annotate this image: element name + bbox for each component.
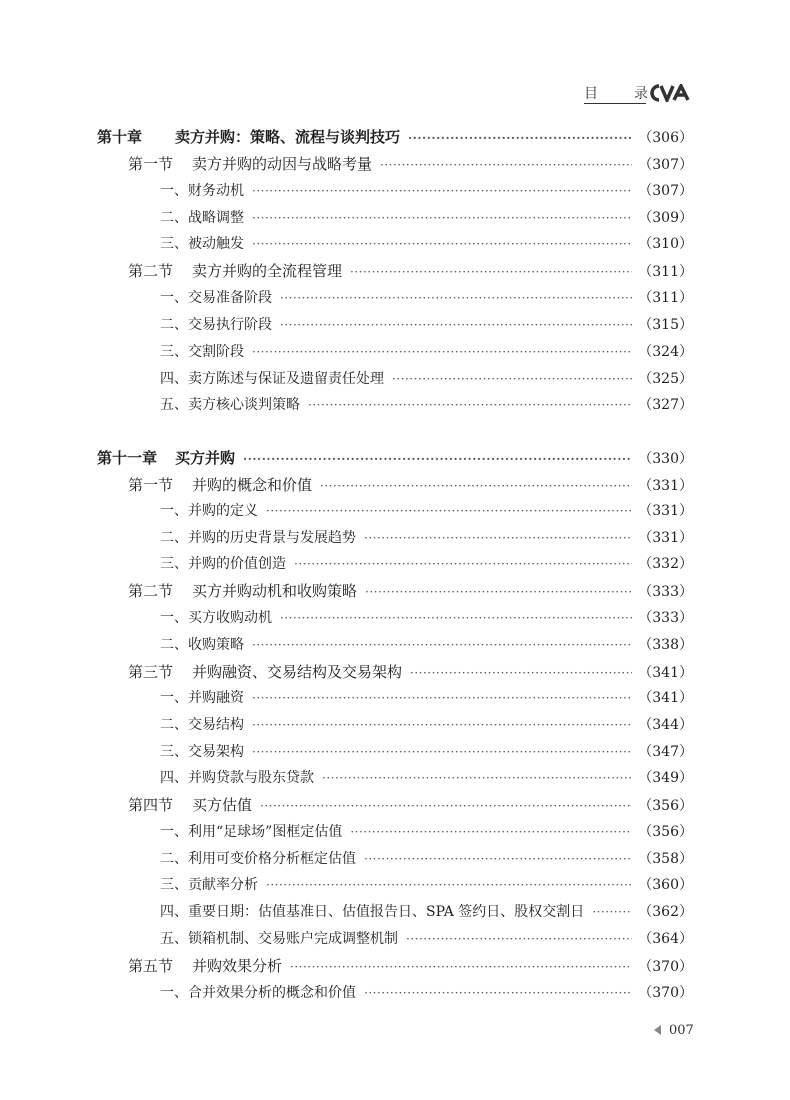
toc-entry-item [160,207,693,233]
dot-leader [252,638,632,652]
toc-entry-section [128,474,693,500]
dot-leader [410,666,632,680]
section-number: 第一节 [128,476,174,494]
dot-leader [406,932,632,946]
dot-leader [280,291,632,305]
toc-entry-title: 四、并购贷款与股东贷款 [160,770,314,786]
toc-entry-page: （315） [638,317,693,333]
dot-leader [252,345,632,359]
toc-entry-title: 买方并购动机和收购策略 [192,582,358,600]
toc-entry-title: 卖方并购的全流程管理 [192,262,343,280]
toc-entry-item [160,741,693,767]
toc-entry-item [160,901,693,927]
dot-leader [280,318,632,332]
section-number: 第五节 [128,957,174,975]
toc-entry-page: （362） [638,904,693,920]
chapter-number: 第十章 [97,128,143,146]
toc-entry-item [160,341,693,367]
toc-entry-item [160,527,693,553]
toc-entry-title: 一、并购的定义 [160,503,258,519]
toc-entry-title: 一、利用“足球场”图框定估值 [160,824,343,840]
toc-entry-item [160,928,693,954]
toc-entry-page: （341） [638,690,693,706]
toc-entry-title: 并购效果分析 [192,957,283,975]
toc-entry-page: （333） [638,610,693,626]
dot-leader [592,905,632,919]
header-title-char-2: 录 [634,86,648,102]
section-number: 第四节 [128,796,174,814]
toc-entry-page: （341） [638,665,693,681]
toc-entry-item [160,394,693,420]
section-number: 第二节 [128,262,174,280]
toc-entry-item [160,874,693,900]
toc-entry-page: （311） [638,290,693,306]
toc-entry-chapter [97,126,693,152]
toc-entry-title: 二、并购的历史背景与发展趋势 [160,530,356,546]
dot-leader [322,771,632,785]
toc-entry-item [160,848,693,874]
toc-entry-page: （309） [638,210,693,226]
toc-entry-title: 卖方并购的动因与战略考量 [192,155,373,173]
toc-entry-page: （364） [638,931,693,947]
dot-leader [252,237,632,251]
toc-entry-item [160,287,693,313]
toc-entry-item [160,767,693,793]
toc-entry-page: （324） [638,344,693,360]
dot-leader [260,799,632,813]
toc-entry-title: 三、并购的价值创造 [160,556,286,572]
toc-entry-title: 并购融资、交易结构及交易架构 [192,663,403,681]
toc-entry-title: 二、收购策略 [160,637,244,653]
toc-entry-title: 卖方并购：策略、流程与谈判技巧 [175,128,401,146]
toc-entry-title: 一、买方收购动机 [160,610,272,626]
dot-leader [252,745,632,759]
toc-entry-page: （307） [638,183,693,199]
toc-entry-title: 五、锁箱机制、交易账户完成调整机制 [160,931,398,947]
toc-entry-page: （331） [638,503,693,519]
toc-entry-page: （347） [638,744,693,760]
section-number: 第一节 [128,155,174,173]
toc-entry-title: 一、合并效果分析的概念和价值 [160,985,356,1001]
dot-leader [290,960,632,974]
toc-entry-item [160,314,693,340]
toc-entry-section [128,794,693,820]
toc-entry-title: 四、卖方陈述与保证及遗留责任处理 [160,371,384,387]
toc-entry-section [128,260,693,286]
toc-entry-page: （356） [638,824,693,840]
toc-entry-item [160,634,693,660]
toc-entry-page: （330） [638,451,693,467]
toc-entry-item [160,821,693,847]
toc-entry-page: （307） [638,157,693,173]
toc-entry-item [160,180,693,206]
toc-entry-title: 并购的概念和价值 [192,476,313,494]
dot-leader [392,372,632,386]
page-footer [654,1020,694,1040]
dot-leader [266,878,632,892]
cva-logo [650,84,694,102]
toc-entry-title: 四、重要日期：估值基准日、估值报告日、SPA 签约日、股权交割日 [160,904,585,920]
dot-leader [266,504,632,518]
toc-entry-item [160,714,693,740]
triangle-left-icon [654,1025,661,1035]
dot-leader [350,265,632,279]
toc-entry-page: （370） [638,985,693,1001]
toc-entry-title: 一、财务动机 [160,183,244,199]
dot-leader [408,131,632,145]
toc-entry-page: （311） [638,264,693,280]
toc-entry-title: 买方并购 [175,449,236,467]
toc-entry-title: 二、交易执行阶段 [160,317,272,333]
toc-entry-page: （331） [638,530,693,546]
section-number: 第二节 [128,582,174,600]
header-title-char-1: 目 [584,86,598,102]
toc-entry-section [128,153,693,179]
running-header [584,82,694,104]
dot-leader [365,585,632,599]
page-number: 007 [669,1022,694,1038]
toc-entry-chapter [97,447,693,473]
toc-entry-page: （327） [638,397,693,413]
dot-leader [252,184,632,198]
toc-entry-title: 一、并购融资 [160,690,244,706]
toc-entry-title: 三、交易架构 [160,744,244,760]
toc-entry-page: （370） [638,959,693,975]
toc-entry-item [160,368,693,394]
dot-leader [280,611,632,625]
toc-entry-item [160,982,693,1008]
toc-entry-title: 五、卖方核心谈判策略 [160,397,300,413]
toc-entry-section [128,955,693,981]
toc-entry-title: 二、战略调整 [160,210,244,226]
toc-entry-page: （344） [638,717,693,733]
toc-entry-title: 一、交易准备阶段 [160,290,272,306]
dot-leader [252,691,632,705]
dot-leader [243,452,632,466]
toc-entry-page: （332） [638,556,693,572]
toc-entry-page: （360） [638,877,693,893]
dot-leader [308,398,632,412]
toc-entry-title: 三、贡献率分析 [160,877,258,893]
toc-entry-page: （333） [638,584,693,600]
toc-entry-page: （338） [638,637,693,653]
toc-entry-page: （306） [638,130,693,146]
dot-leader [380,158,632,172]
toc-entry-page: （325） [638,371,693,387]
toc-entry-page: （358） [638,851,693,867]
header-title [584,83,648,103]
toc-entry-page: （331） [638,478,693,494]
toc-entry-page: （356） [638,798,693,814]
toc-entry-item [160,500,693,526]
toc-entry-page: （310） [638,236,693,252]
toc-entry-item [160,233,693,259]
dot-leader [294,557,632,571]
toc-entry-page: （349） [638,770,693,786]
toc-entry-title: 三、交割阶段 [160,344,244,360]
dot-leader [364,986,632,1000]
dot-leader [364,852,632,866]
toc-entry-section [128,580,693,606]
toc-entry-section [128,661,693,687]
dot-leader [252,718,632,732]
section-number: 第三节 [128,663,174,681]
toc-entry-title: 二、交易结构 [160,717,244,733]
dot-leader [252,211,632,225]
toc-entry-item [160,553,693,579]
toc-entry-item [160,687,693,713]
header-rule [584,103,646,104]
dot-leader [350,825,632,839]
toc-entry-title: 二、利用可变价格分析框定估值 [160,851,356,867]
dot-leader [320,479,632,493]
toc-entry-title: 买方估值 [192,796,253,814]
toc-entry-title: 三、被动触发 [160,236,244,252]
toc-entry-item [160,607,693,633]
chapter-number: 第十一章 [97,449,158,467]
dot-leader [364,531,632,545]
